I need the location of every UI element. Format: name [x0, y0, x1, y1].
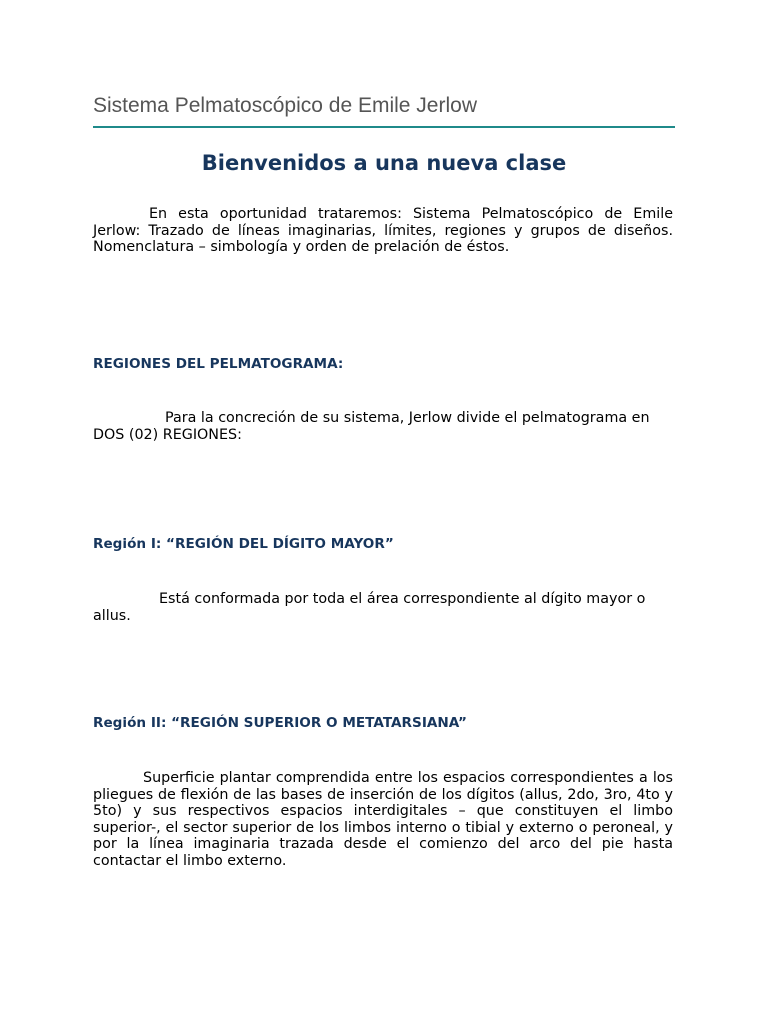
document-header-title: Sistema Pelmatoscópico de Emile Jerlow — [93, 94, 477, 117]
region-2-paragraph: Superficie plantar comprendida entre los espacios correspondientes a los pliegues de flexión de las bases de inserción de los dígitos (allus, 2do, 3ro, 4to y 5to) y sus respectivos espacios interdigitales – que constituyen el limbo superior-, el sector superior de los limbos interno o tibial y externo o peroneal, y por la línea imaginaria trazada desde el comienzo del arco del pie hasta contactar el limbo externo. — [93, 770, 673, 869]
region-1-paragraph: Está conformada por toda el área correspondiente al dígito mayor o allus. — [93, 591, 646, 624]
section-heading-region-2: Región II: “REGIÓN SUPERIOR O METATARSIANA” — [93, 715, 467, 731]
page-title: Bienvenidos a una nueva clase — [201, 151, 567, 175]
header-divider — [93, 126, 675, 128]
regiones-paragraph: Para la concreción de su sistema, Jerlow divide el pelmatograma en DOS (02) REGIONES: — [93, 410, 650, 443]
intro-paragraph: En esta oportunidad trataremos: Sistema Pelmatoscópico de Emile Jerlow: Trazado de líneas imaginarias, límites, regiones y grupos de diseños. Nomenclatura – simbología y orden de prelación de éstos. — [93, 206, 673, 255]
section-heading-region-1: Región I: “REGIÓN DEL DÍGITO MAYOR” — [93, 536, 394, 552]
section-heading-regiones: REGIONES DEL PELMATOGRAMA: — [93, 356, 344, 372]
